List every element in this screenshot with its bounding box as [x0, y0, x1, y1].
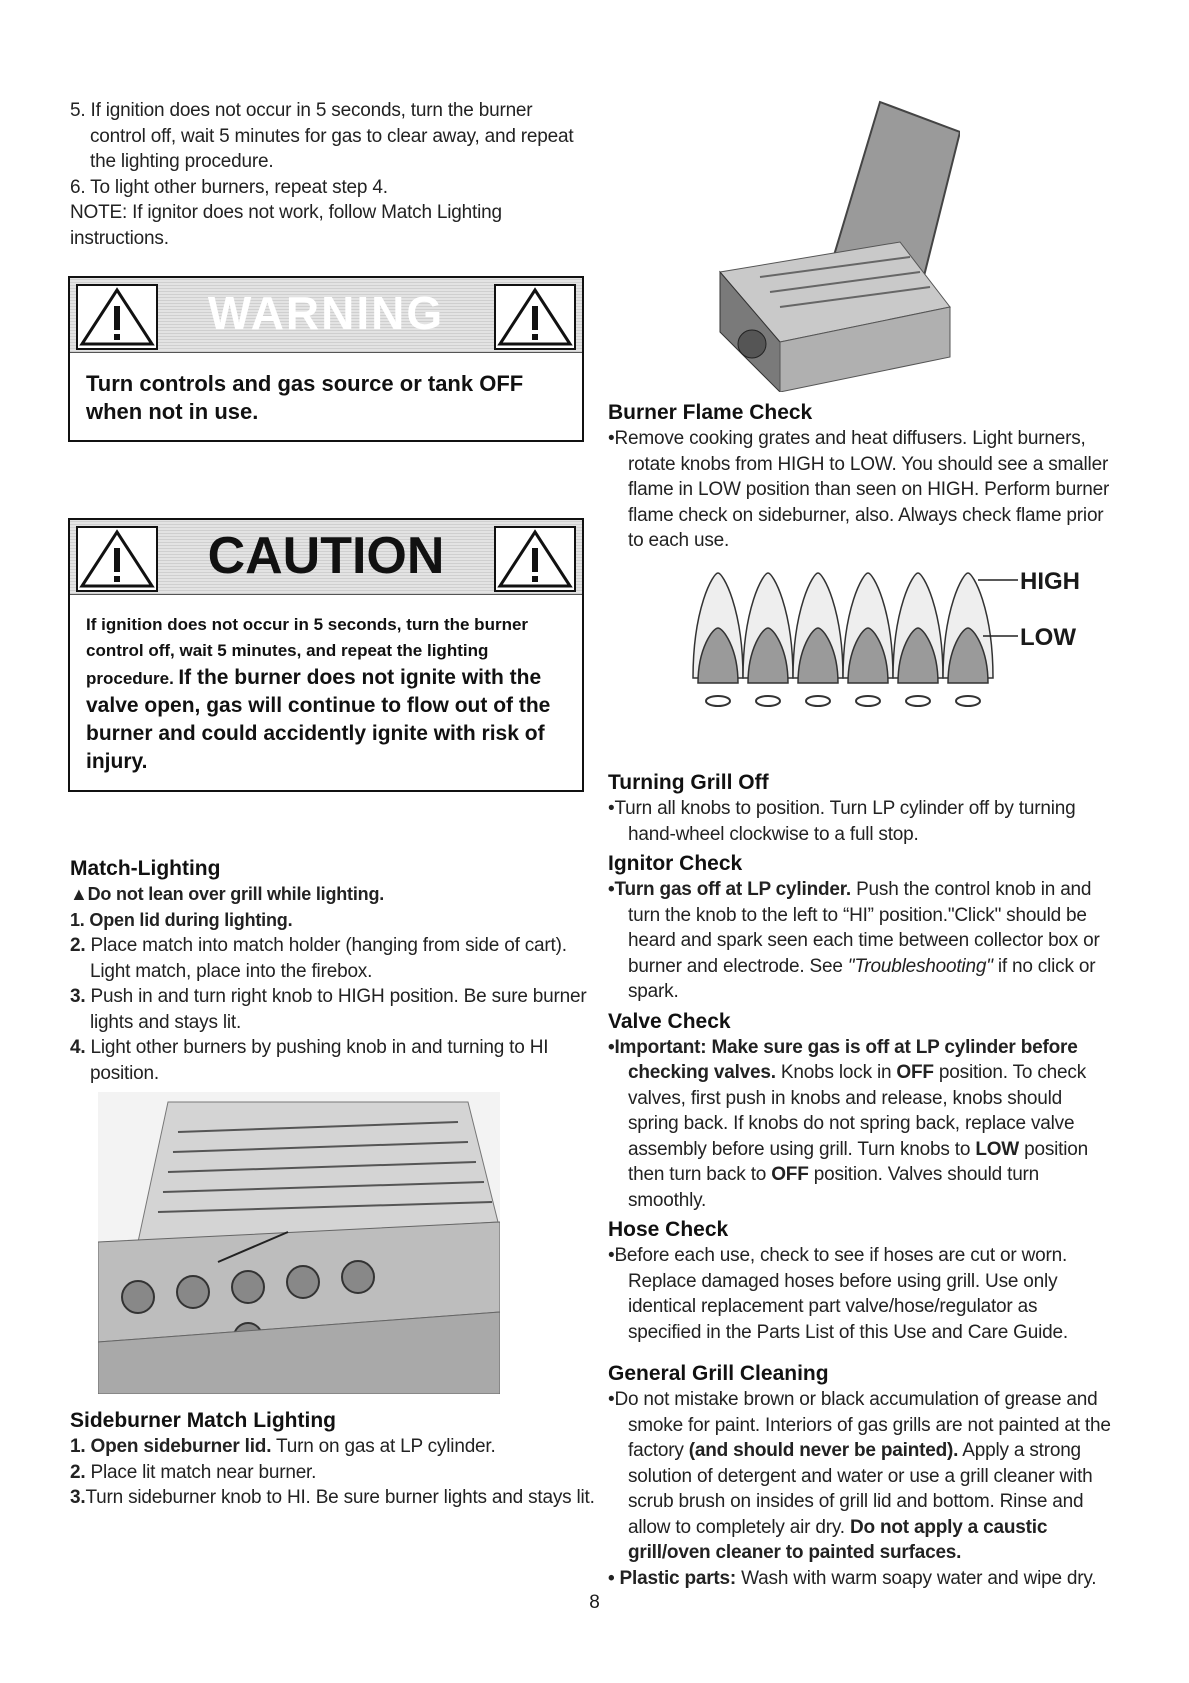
warning-triangle-icon [494, 526, 576, 592]
step-6: 6. To light other burners, repeat step 4. [70, 176, 388, 198]
ignitor-heading: Ignitor Check [608, 852, 743, 875]
burner-flame-heading: Burner Flame Check [608, 401, 813, 424]
caution-box [68, 518, 584, 792]
sideburner-section [70, 1404, 600, 1511]
sideburner-step-1: 1. Open sideburner lid. Turn on gas at LP cylinder. [70, 1436, 496, 1457]
match-lighting-heading: Match-Lighting [70, 857, 221, 880]
note-line2: instructions. [70, 227, 169, 249]
grill-illustration [98, 1092, 500, 1394]
match-step-2: 2. Place match into match holder (hanging from side of cart). Light match, place into the firebox. [70, 935, 567, 982]
match-step-1: 1. Open lid during lighting. [70, 909, 293, 930]
ignitor-text: •Turn gas off at LP cylinder. Push the control knob in and turn the knob to the left to “HI” position."Click" should be heard and spark seen each time between collector box or burner and electrode. See "Troubleshooting" if no click or spark. [608, 879, 1100, 1002]
left-column [70, 98, 600, 251]
step-5-line3: the lighting procedure. [90, 151, 274, 172]
sideburner-step-2: 2. Place lit match near burner. [70, 1461, 317, 1483]
warning-triangle-icon [494, 284, 576, 350]
turning-off-text: •Turn all knobs to position. Turn LP cylinder off by turning hand-wheel clockwise to a full stop. [608, 798, 1076, 845]
valve-text: •Important: Make sure gas is off at LP cylinder before checking valves. Knobs lock in OFF position. To check valves, first push in knobs and release, knobs should spring back. If knobs do not spring back, replace valve assembly before using grill. Turn knobs to LOW position then turn back to OFF position. Valves should turn smoothly. [608, 1036, 1088, 1211]
match-step-3: 3. Push in and turn right knob to HIGH position. Be sure burner lights and stays lit. [70, 986, 587, 1033]
warning-text: Turn controls and gas source or tank OFF when not in use. [86, 371, 524, 424]
flame-diagram [688, 568, 1088, 718]
cleaning-text: •Do not mistake brown or black accumulation of grease and smoke for paint. Interiors of gas grills are not painted at the factory (and should never be painted). Apply a strong solution of detergent and water or use a grill cleaner with scrub brush on insides of grill lid and bottom. Rinse and allow to completely air dry. Do not apply a caustic grill/oven cleaner to painted surfaces. [608, 1389, 1111, 1563]
caution-text-large: If the burner does not ignite with the valve open, gas will continue to flow out of the burner and could accidently ignite with risk of injury. [86, 666, 551, 773]
sideburner-heading: Sideburner Match Lighting [70, 1409, 336, 1432]
plastic-parts-text: • Plastic parts: Wash with warm soapy water and wipe dry. [608, 1567, 1097, 1589]
step-5-line2: control off, wait 5 minutes for gas to clear away, and repeat [90, 125, 574, 147]
cleaning-heading: General Grill Cleaning [608, 1362, 829, 1385]
flame-high-label: HIGH [1020, 568, 1080, 595]
match-lighting-section [70, 852, 600, 1086]
caution-title: CAUTION [207, 527, 445, 585]
right-column [608, 396, 1113, 554]
caution-text-small: If ignition does not occur in 5 seconds, turn the burner control off, wait 5 minutes, and repeat the lighting procedure. [86, 615, 529, 688]
sideburner-step-3: 3.Turn sideburner knob to HI. Be sure burner lights and stays lit. [70, 1487, 595, 1508]
page-number: 8 [589, 1592, 600, 1613]
flame-low-label: LOW [1020, 624, 1076, 651]
warning-box [68, 276, 584, 442]
match-step-4: 4. Light other burners by pushing knob in and turning to HI position. [70, 1037, 549, 1084]
hose-text: •Before each use, check to see if hoses are cut or worn. Replace damaged hoses before using grill. Use only identical replacement part valve/hose/regulator as specified in the Parts List of this Use and Care Guide. [608, 1245, 1068, 1343]
note-line1: NOTE: If ignitor does not work, follow Match Lighting [70, 202, 502, 223]
valve-heading: Valve Check [608, 1009, 731, 1033]
step-5-line1: 5. If ignition does not occur in 5 seconds, turn the burner [70, 100, 533, 121]
caution-text [86, 612, 566, 776]
warning-title: WARNING [207, 287, 445, 339]
turning-off-heading: Turning Grill Off [608, 771, 769, 794]
warning-triangle-icon: ▲ [70, 884, 88, 904]
right-column-lower [608, 766, 1113, 1591]
sideburner-illustration [700, 92, 960, 392]
hose-heading: Hose Check [608, 1218, 729, 1241]
match-lighting-warning: ▲Do not lean over grill while lighting. [70, 884, 385, 904]
burner-flame-text: •Remove cooking grates and heat diffusers. Light burners, rotate knobs from HIGH to LOW. You should see a smaller flame in LOW position than seen on HIGH. Perform burner flame check on sideburner, also. Always check flame prior to each use. [608, 428, 1110, 551]
